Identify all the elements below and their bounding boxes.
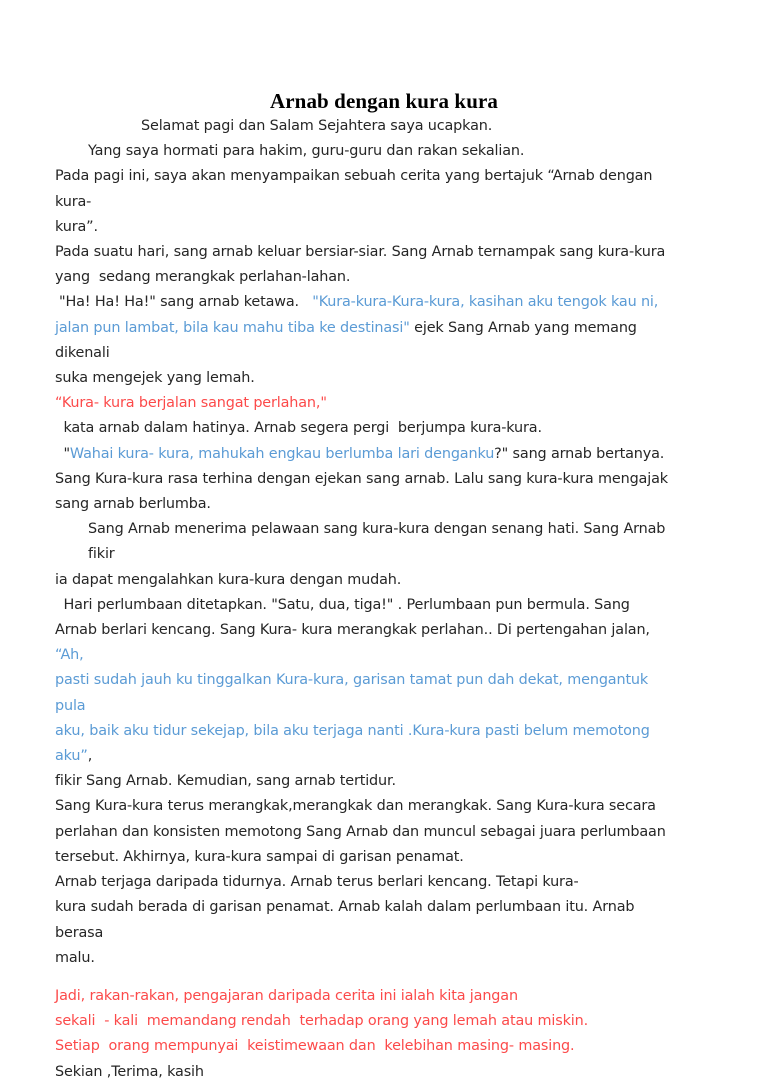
text-run-red: Jadi, rakan-rakan, pengajaran daripada cerita ini ialah kita jangan <box>55 987 518 1004</box>
text-run-black: kura sudah berada di garisan penamat. Arnab kalah dalam perlumbaan itu. Arnab berasa <box>55 899 639 941</box>
text-line <box>55 845 680 870</box>
text-line <box>55 240 680 265</box>
text-run-black: Hari perlumbaan ditetapkan. "Satu, dua, tiga!" . Perlumbaan pun bermula. Sang <box>59 596 630 613</box>
text-run-black: Arnab berlari kencang. Sang Kura- kura merangkak perlahan.. Di pertengahan jalan, <box>55 622 655 639</box>
text-line <box>55 290 680 315</box>
text-run-black: Arnab terjaga daripada tidurnya. Arnab terus berlari kencang. Tetapi kura- <box>55 874 579 891</box>
text-line <box>55 1060 680 1085</box>
text-line <box>55 215 680 240</box>
document-body <box>0 114 768 1085</box>
text-line <box>55 316 680 366</box>
text-run-black: fikir Sang Arnab. Kemudian, sang arnab tertidur. <box>55 773 396 790</box>
text-run-black: ?" sang arnab bertanya. <box>494 445 665 462</box>
text-line <box>55 719 680 769</box>
text-line <box>55 1009 680 1034</box>
text-run-red: sekali - kali memandang rendah terhadap orang yang lemah atau miskin. <box>55 1013 589 1030</box>
text-run-blue: jalan pun lambat, bila kau mahu tiba ke destinasi" <box>55 319 410 336</box>
text-run-black: kura”. <box>55 218 98 235</box>
text-line <box>55 517 680 567</box>
text-run-black: Selamat pagi dan Salam Sejahtera saya ucapkan. <box>141 118 493 134</box>
text-run-black: kata arnab dalam hatinya. Arnab segera pergi berjumpa kura-kura. <box>59 420 542 437</box>
text-run-black: malu. <box>55 949 95 966</box>
text-run-blue: "Kura-kura-Kura-kura, kasihan aku tengok kau ni, <box>312 294 659 311</box>
text-run-black: Pada suatu hari, sang arnab keluar bersiar-siar. Sang Arnab ternampak sang kura-kura <box>55 244 666 261</box>
text-line <box>55 794 680 819</box>
text-run-red: “Kura- kura berjalan sangat perlahan," <box>55 395 327 412</box>
text-line <box>55 416 680 441</box>
page-title: Arnab dengan kura kura <box>269 89 498 113</box>
text-run-black: , <box>87 748 93 765</box>
text-run-black: ejek Sang Arnab yang memang dikenali <box>55 319 642 361</box>
text-run-black: "Ha! Ha! Ha!" sang arnab ketawa. <box>59 294 313 311</box>
text-line <box>55 1034 680 1059</box>
text-run-red: Setiap orang mempunyai keistimewaan dan kelebihan masing- masing. <box>55 1038 575 1055</box>
text-run-blue: Wahai kura- kura, mahukah engkau berlumba lari denganku <box>69 445 495 462</box>
text-line <box>55 769 680 794</box>
text-run-black: ia dapat mengalahkan kura-kura dengan mudah. <box>55 571 402 588</box>
text-line <box>55 391 680 416</box>
text-run-black: perlahan dan konsisten memotong Sang Arnab dan muncul sebagai juara perlumbaan <box>55 823 666 840</box>
text-run-black: tersebut. Akhirnya, kura-kura sampai di garisan penamat. <box>55 848 464 865</box>
text-line <box>55 139 680 164</box>
text-line <box>55 442 680 467</box>
text-run-black: Pada pagi ini, saya akan menyampaikan sebuah cerita yang bertajuk “Arnab dengan kura- <box>55 168 657 210</box>
text-run-black: suka mengejek yang lemah. <box>55 370 255 387</box>
text-line <box>55 492 680 517</box>
text-run-black: sang arnab berlumba. <box>55 496 211 513</box>
text-line <box>55 366 680 391</box>
text-line <box>55 568 680 593</box>
text-run-black: Sang Kura-kura terus merangkak,merangkak dan merangkak. Sang Kura-kura secara <box>55 798 656 815</box>
text-line <box>55 467 680 492</box>
text-run-blue: pasti sudah jauh ku tinggalkan Kura-kura, garisan tamat pun dah dekat, mengantuk pula <box>55 672 653 714</box>
text-run-black: Sang Arnab menerima pelawaan sang kura-kura dengan senang hati. Sang Arnab fikir <box>88 521 670 563</box>
text-line <box>55 164 680 214</box>
text-line <box>55 114 680 139</box>
text-run-blue: “Ah, <box>55 647 84 664</box>
text-line <box>55 668 680 718</box>
text-run-black: Yang saya hormati para hakim, guru-guru dan rakan sekalian. <box>88 143 525 160</box>
text-line <box>55 895 680 945</box>
text-line <box>55 870 680 895</box>
text-run-black: yang sedang merangkak perlahan-lahan. <box>55 269 351 286</box>
text-line <box>55 820 680 845</box>
text-line <box>55 265 680 290</box>
text-line <box>55 984 680 1009</box>
text-run-blue: aku, baik aku tidur sekejap, bila aku terjaga nanti .Kura-kura pasti belum memotong aku” <box>55 722 655 765</box>
text-line <box>55 618 680 668</box>
text-line <box>55 946 680 971</box>
text-run-black: Sekian ,Terima, kasih <box>55 1063 204 1080</box>
text-run-black: Sang Kura-kura rasa terhina dengan ejekan sang arnab. Lalu sang kura-kura mengajak <box>55 470 668 487</box>
text-run-black: " <box>59 445 70 462</box>
text-line <box>55 593 680 618</box>
